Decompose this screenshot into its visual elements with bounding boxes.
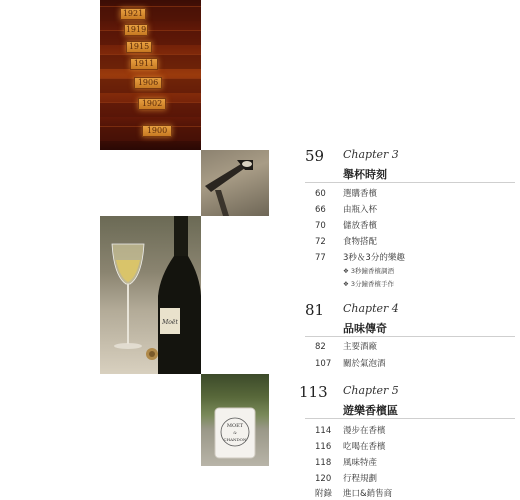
glass-bottle-illustration [100,216,201,374]
toc-entry-page: 77 [315,253,326,263]
toc-subentry-text: 3分鐘香檳手作 [350,280,394,288]
toc-entry-page: 72 [315,237,326,247]
toc-entry[interactable] [315,487,392,499]
toc-entry-text: 選購香檳 [343,189,378,199]
toc-entry[interactable] [315,440,386,452]
toc-entry[interactable] [315,203,377,215]
bucket-label-line: & [233,430,237,435]
toc-entry-page: 70 [315,221,326,231]
brick-row [100,6,201,21]
chapter-label: Chapter 5 [343,384,399,397]
chapter-label: Chapter 4 [343,302,399,315]
champagne-glass-bottle-photo [100,216,201,374]
vintage-plaque: 1911 [130,58,158,70]
vintage-plaque: 1900 [142,125,172,137]
toc-subentry[interactable] [343,266,394,275]
toc-entry-text: 風味特產 [343,458,378,468]
chapter-label: Chapter 3 [343,148,399,161]
toc-entry-text: 行程規劃 [343,474,378,484]
toc-entry[interactable] [315,251,405,263]
chapter-divider [305,336,515,337]
toc-entry-page: 118 [315,458,332,468]
toc-entry-text: 主要酒廠 [343,342,378,352]
toc-entry-page: 82 [315,342,326,352]
bottle-label: Moët [162,319,178,326]
toc-entry-page: 66 [315,205,326,215]
chapter-divider [305,182,515,183]
toc-entry[interactable] [315,472,377,484]
bucket-label-line: MOET [226,423,244,429]
toc-entry-text: 3秒＆3分的樂趣 [343,253,405,263]
bucket-label-line: CHANDON [223,437,247,442]
chapter-page-number: 113 [299,383,328,401]
toc-entry-page: 107 [315,359,332,369]
toc-entry-page: 60 [315,189,326,199]
toc-entry-text: 吃喝在香檳 [343,442,386,452]
chapter-divider [305,418,515,419]
toc-entry-text: 由瓶入杯 [343,205,378,215]
chapter-page-number: 59 [305,147,325,165]
toc-entry-page: 114 [315,426,332,436]
cellar-vintage-photo [100,0,201,150]
champagne-sabre-photo [201,150,269,216]
sabre-illustration [201,150,269,216]
toc-entry-page: 116 [315,442,332,452]
toc-entry[interactable] [315,187,377,199]
toc-entry[interactable] [315,219,377,231]
chapter-title: 舉杯時刻 [343,168,387,181]
toc-entry[interactable] [315,340,377,352]
toc-entry-page: 附錄 [315,489,333,499]
vintage-plaque: 1906 [134,77,162,89]
toc-subentry-text: 3秒鐘香檳調酒 [350,267,394,275]
toc-entry-page: 120 [315,474,332,484]
toc-entry-text: 關於氣泡酒 [343,359,386,369]
toc-entry[interactable] [315,235,377,247]
chapter-title: 品味傳奇 [343,322,387,335]
toc-entry-text: 食物搭配 [343,237,378,247]
vintage-plaque: 1902 [138,98,166,110]
diamond-bullet-icon: ❖ [343,280,349,288]
toc-entry[interactable] [315,456,377,468]
toc-entry[interactable] [315,357,386,369]
diamond-bullet-icon: ❖ [343,267,349,275]
chapter-page-number: 81 [305,301,325,319]
moet-ice-bucket-photo [201,374,269,466]
vintage-plaque: 1919 [125,25,147,34]
ice-bucket-illustration [201,374,269,466]
vintage-plaque: 1915 [126,41,152,53]
vintage-plaque: 1921 [120,8,146,20]
toc-entry[interactable] [315,424,386,436]
toc-entry-text: 漫步在香檳 [343,426,386,436]
toc-entry-text: 進口&銷售商 [343,489,393,499]
toc-subentry[interactable] [343,279,394,288]
chapter-title: 遊樂香檳區 [343,404,398,417]
toc-entry-text: 儲放香檳 [343,221,378,231]
